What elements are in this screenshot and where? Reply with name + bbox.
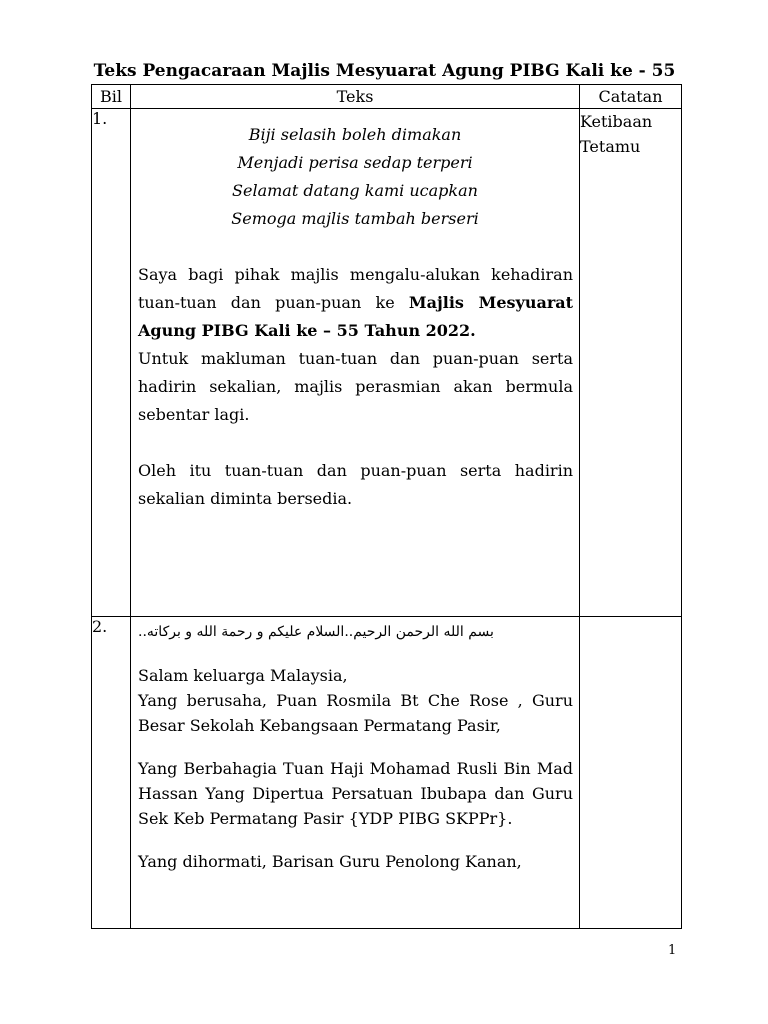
pantun-line: Menjadi perisa sedap terperi xyxy=(237,153,473,172)
document-title: Teks Pengacaraan Majlis Mesyuarat Agung PIBG Kali ke - 55 xyxy=(93,61,676,81)
info-paragraph: Untuk makluman tuan-tuan dan puan-puan serta hadirin sekalian, majlis perasmian akan bermula sebentar lagi. xyxy=(138,349,573,424)
headmaster-paragraph: Yang berusaha, Puan Rosmila Bt Che Rose , Guru Besar Sekolah Kebangsaan Permatang Pasir, xyxy=(138,691,573,735)
header-bil: Bil xyxy=(92,85,131,109)
ydp-paragraph: Yang Berbahagia Tuan Haji Mohamad Rusli Bin Mad Hassan Yang Dipertua Persatuan Ibubapa dan Guru Sek Keb Permatang Pasir {YDP PIBG SKPPr}. xyxy=(138,759,573,828)
header-teks: Teks xyxy=(131,85,580,109)
row-number: 2. xyxy=(92,617,131,929)
welcome-text: Saya bagi pihak majlis mengalu-alukan kehadiran tuan-tuan dan puan-puan ke xyxy=(138,265,573,312)
row-note xyxy=(580,617,682,929)
row-text xyxy=(131,617,580,929)
pantun xyxy=(131,109,579,233)
event-name: Majlis Mesyuarat Agung PIBG Kali ke – 55 Tahun 2022. xyxy=(138,293,574,340)
header-catatan: Catatan xyxy=(580,85,682,109)
table-row xyxy=(92,109,682,617)
pantun-line: Semoga majlis tambah berseri xyxy=(231,209,479,228)
greeting-line: Salam keluarga Malaysia, xyxy=(138,666,348,685)
ready-paragraph: Oleh itu tuan-tuan dan puan-puan serta hadirin sekalian diminta bersedia. xyxy=(138,461,573,508)
arabic-greeting: بسم الله الرحمن الرحيم..السلام عليكم و رحمة الله و بركاته.. xyxy=(138,624,494,640)
row-number: 1. xyxy=(92,109,131,617)
table-header-row xyxy=(92,85,682,109)
row-note: Ketibaan Tetamu xyxy=(580,109,682,617)
welcome-paragraph xyxy=(138,261,573,345)
pantun-line: Selamat datang kami ucapkan xyxy=(232,181,478,200)
page-number: 1 xyxy=(668,943,677,958)
teachers-paragraph: Yang dihormati, Barisan Guru Penolong Kanan, xyxy=(138,852,522,871)
row-text xyxy=(131,109,580,617)
table-row xyxy=(92,617,682,929)
pantun-line: Biji selasih boleh dimakan xyxy=(248,125,462,144)
script-table xyxy=(91,84,682,929)
